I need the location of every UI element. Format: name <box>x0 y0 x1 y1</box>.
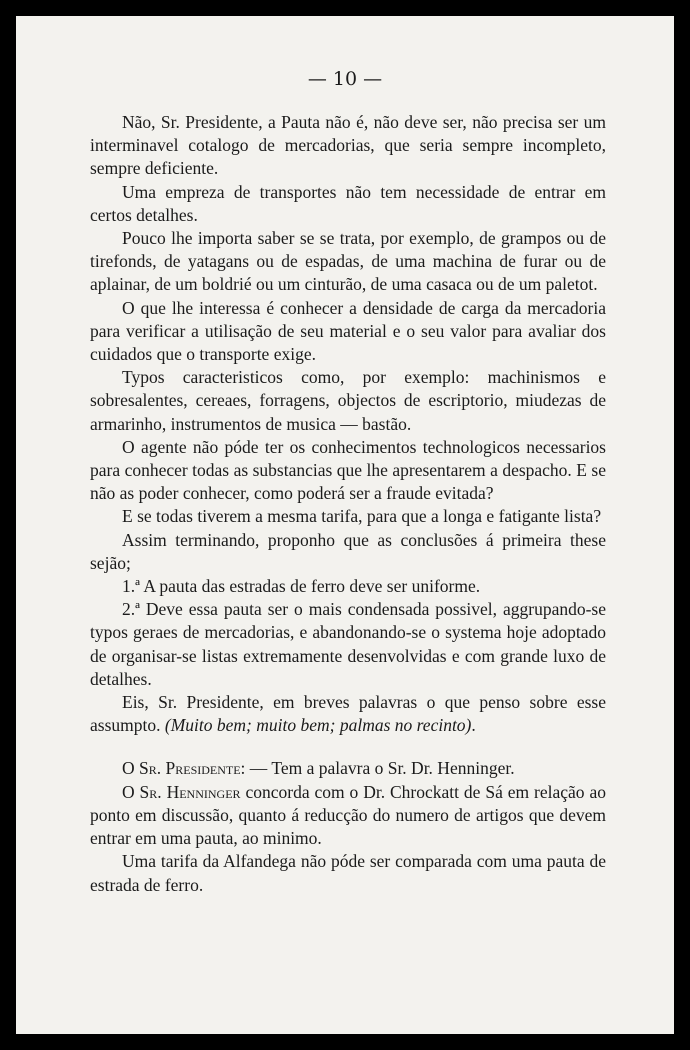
paragraph-8: Assim terminando, proponho que as conclusões á primeira these sejão; <box>90 529 606 573</box>
conclusion-2: 2.ª Deve essa pauta ser o mais condensada possivel, aggrupando-se typos geraes de mercadorias, e abandonando-se o systema hoje adoptado de organisar-se listas extremamente desenvolvidas e com grande luxo de detalhes. <box>90 599 606 689</box>
speaker-name-henninger: O Sr. Henninger <box>122 781 241 802</box>
applause-note: (Muito bem; muito bem; palmas no recinto) <box>164 715 472 736</box>
paragraph-closing <box>90 691 606 737</box>
speaker-presidente <box>90 757 606 780</box>
paragraph-final: Uma tarifa da Alfandega não póde ser comparada com uma pauta de estrada de ferro. <box>90 851 606 895</box>
speaker-text-henninger: concorda com o Dr. Chrockatt de Sá em relação ao ponto em discussão, quanto á reducção do numero de artigos que devem entrar em uma pauta, ao minimo. <box>90 781 606 849</box>
closing-tail: . <box>471 715 476 736</box>
paragraph-6: O agente não póde ter os conhecimentos technologicos necessarios para conhecer todas as substancias que lhe apresentarem a despacho. E se não as poder conhecer, como poderá ser a fraude evitada? <box>90 436 606 504</box>
speaker-text-presidente: — Tem a palavra o Sr. Dr. Henninger. <box>245 758 515 779</box>
paragraph-1: Não, Sr. Presidente, a Pauta não é, não deve ser, não precisa ser um interminavel cotalogo de mercadorias, que seria sempre incompleto, sempre deficiente. <box>90 112 606 179</box>
paragraph-5: Typos caracteristicos como, por exemplo: machinismos e sobresalentes, cereaes, forragens, objectos de escriptorio, miudezas de armarinho, instrumentos de musica — bastão. <box>90 367 606 434</box>
paragraph-3: Pouco lhe importa saber se se trata, por exemplo, de grampos ou de tirefonds, de yatagans ou de espadas, de uma machina de furar ou de aplainar, de um boldrié ou um cinturão, de uma casaca ou de um paletot. <box>90 228 606 295</box>
speaker-henninger <box>90 781 606 851</box>
closing-text: Eis, Sr. Presidente, em breves palavras o que penso sobre esse assumpto. <box>90 692 606 736</box>
conclusion-1: 1.ª A pauta das estradas de ferro deve ser uniforme. <box>122 576 481 597</box>
speaker-name-presidente: O Sr. Presidente: <box>122 758 246 779</box>
paragraph-2: Uma empreza de transportes não tem necessidade de entrar em certos detalhes. <box>90 181 606 225</box>
paragraph-4: O que lhe interessa é conhecer a densidade de carga da mercadoria para verificar a utilisação de seu material e o seu valor para avaliar dos cuidados que o transporte exige. <box>90 297 606 365</box>
book-page <box>16 16 674 1034</box>
paragraph-7: E se todas tiverem a mesma tarifa, para que a longa e fatigante lista? <box>122 506 602 527</box>
body-text <box>90 111 606 897</box>
page-number: — 10 — <box>307 68 383 90</box>
